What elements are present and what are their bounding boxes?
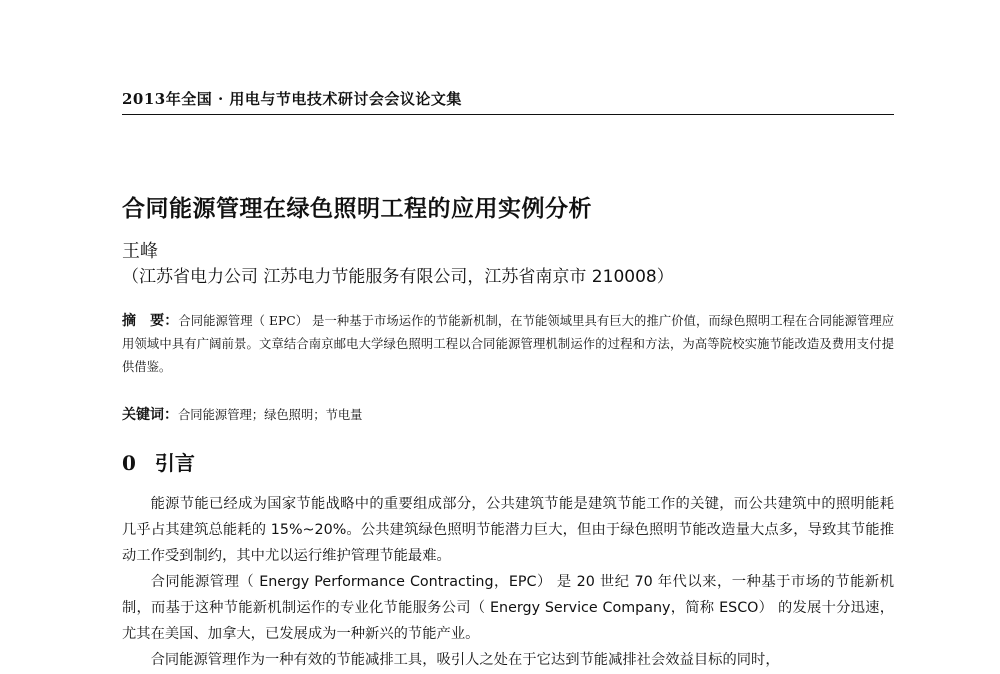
abstract [122, 310, 894, 379]
abstract-label: 摘 要： [122, 313, 179, 329]
abstract-text: 合同能源管理（ EPC） 是一种基于市场运作的节能新机制，在节能领域里具有巨大的推广价值，而绿色照明工程在合同能源管理应用领域中具有广阔前景。文章结合南京邮电大学绿色照明工程以合同能源管理机制运作的过程和方法，为高等院校实施节能改造及费用支付提供借鉴。 [122, 314, 894, 374]
paragraph: 能源节能已经成为国家节能战略中的重要组成部分，公共建筑节能是建筑节能工作的关键，而公共建筑中的照明能耗几乎占其建筑总能耗的 15%~20%。公共建筑绿色照明节能潜力巨大，但由于绿色照明节能改造量大点多，导致其节能推动工作受到制约，其中尤以运行维护管理节能最难。 [122, 496, 894, 564]
keywords [122, 404, 894, 427]
section-title: 引言 [154, 451, 195, 475]
section-heading [122, 447, 195, 476]
section-number: 0 [122, 451, 136, 475]
author-affiliation: （江苏省电力公司 江苏电力节能服务有限公司，江苏省南京市 210008） [122, 267, 674, 287]
paragraph: 合同能源管理作为一种有效的节能减排工具，吸引人之处在于它达到节能减排社会效益目标的同时， [150, 652, 780, 668]
keywords-label: 关键词： [122, 407, 178, 423]
paper-title: 合同能源管理在绿色照明工程的应用实例分析 [122, 195, 592, 222]
running-header: 2013年全国 · 用电与节电技术研讨会会议论文集 [122, 90, 462, 108]
header-rule [122, 114, 894, 115]
author-name: 王峰 [122, 241, 158, 262]
paragraph: 合同能源管理（ Energy Performance Contracting，EPC） 是 20 世纪 70 年代以来，一种基于市场的节能新机制，而基于这种节能新机制运作的专业化节能服务公司（ Energy Service Company，简称 ESCO） 的发展十分迅速，尤其在美国、加拿大，已发展成为一种新兴的节能产业。 [122, 574, 894, 642]
keywords-text: 合同能源管理；绿色照明；节电量 [178, 408, 363, 422]
body-text [122, 491, 894, 673]
